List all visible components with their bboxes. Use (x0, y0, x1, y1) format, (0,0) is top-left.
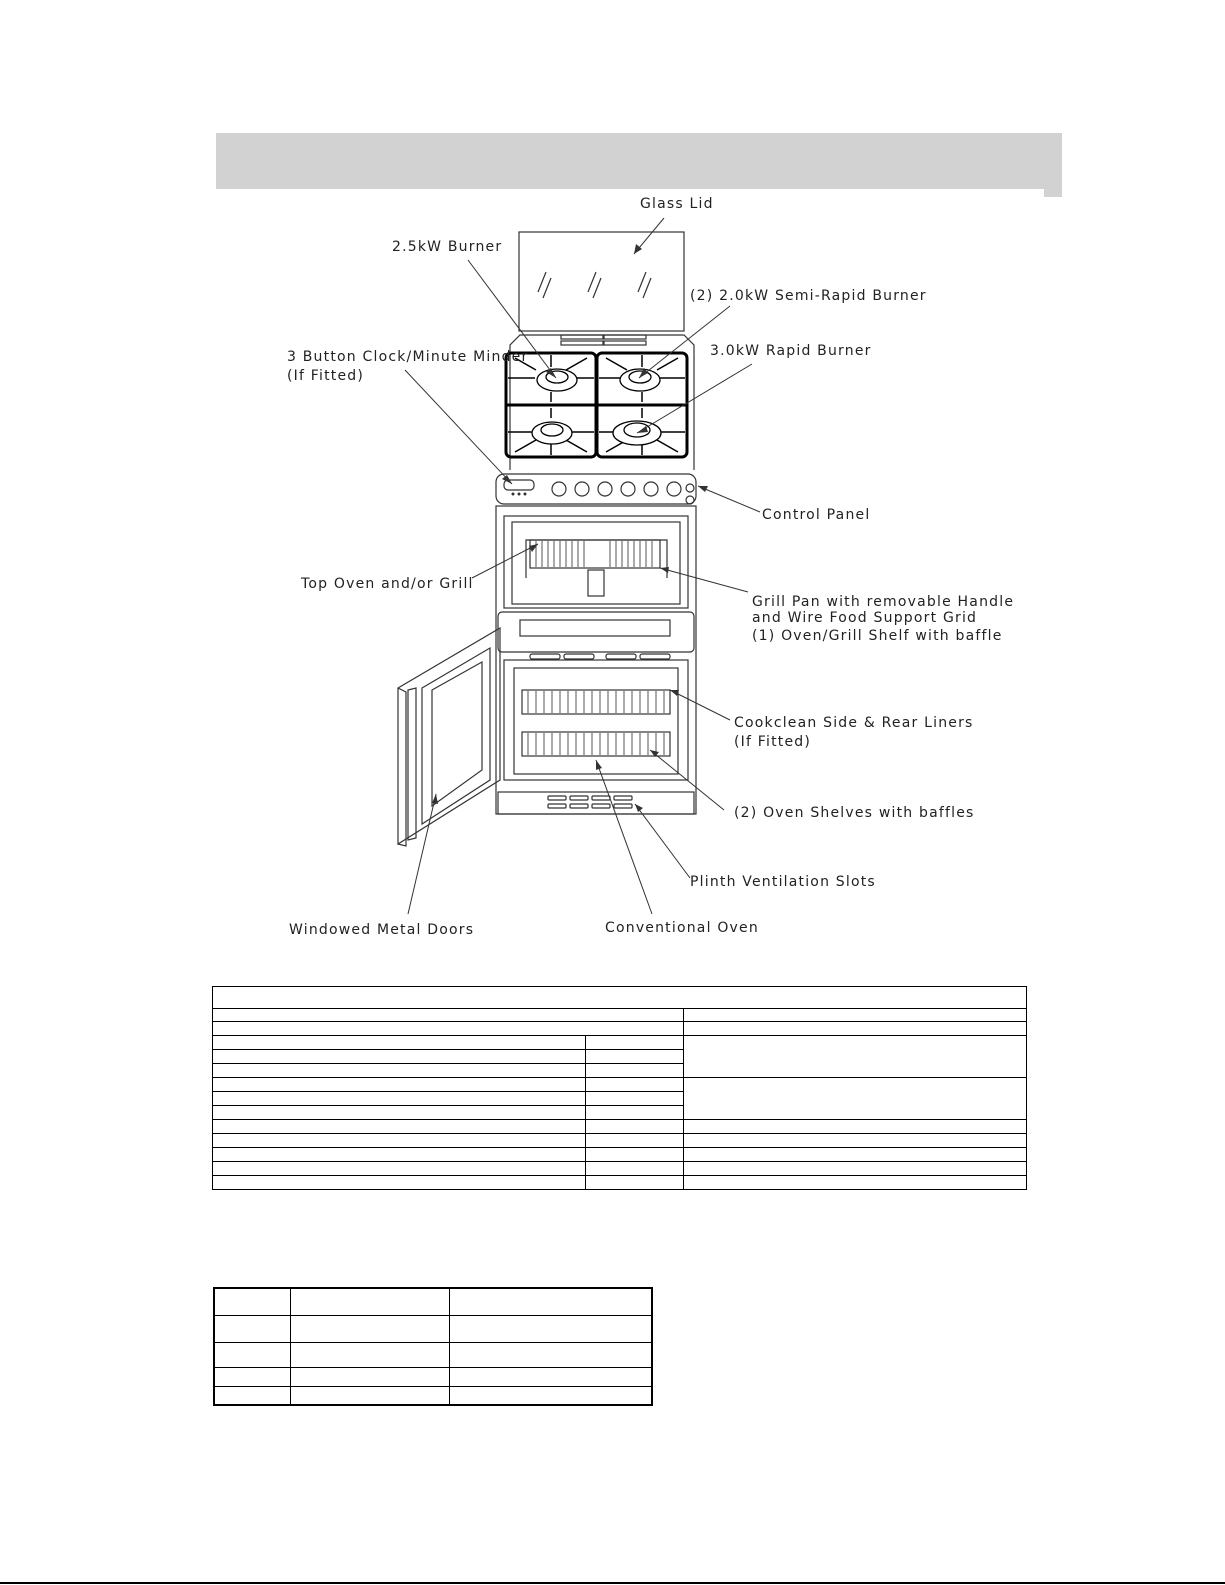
plinth-label: Plinth Ventilation Slots (690, 874, 876, 890)
liners-label-line1: Cookclean Side & Rear Liners (734, 715, 974, 731)
oven-shelves-label: (2) Oven Shelves with baffles (734, 805, 975, 821)
liners-label-line2: (If Fitted) (734, 734, 812, 750)
burner-25-label: 2.5kW Burner (392, 239, 503, 255)
grill-pan-label-line1: Grill Pan with removable Handle (752, 594, 1015, 610)
grill-pan-label-line3: (1) Oven/Grill Shelf with baffle (752, 628, 1003, 644)
control-panel-label: Control Panel (762, 507, 871, 523)
grill-pan-label-line2: and Wire Food Support Grid (752, 610, 978, 626)
small-table (213, 1287, 653, 1406)
specification-table (212, 986, 1027, 1190)
glass-lid-outline (519, 232, 684, 331)
page-bottom-rule (0, 1582, 1225, 1584)
clock-label-line1: 3 Button Clock/Minute Minder (287, 349, 529, 365)
doors-label: Windowed Metal Doors (289, 922, 475, 938)
glass-lid-label: Glass Lid (640, 196, 714, 212)
clock-label-line2: (If Fitted) (287, 368, 365, 384)
semi-rapid-burner-label: (2) 2.0kW Semi-Rapid Burner (690, 288, 927, 304)
rapid-burner-label: 3.0kW Rapid Burner (710, 343, 872, 359)
conventional-oven-label: Conventional Oven (605, 920, 759, 936)
top-oven-label: Top Oven and/or Grill (301, 576, 474, 592)
